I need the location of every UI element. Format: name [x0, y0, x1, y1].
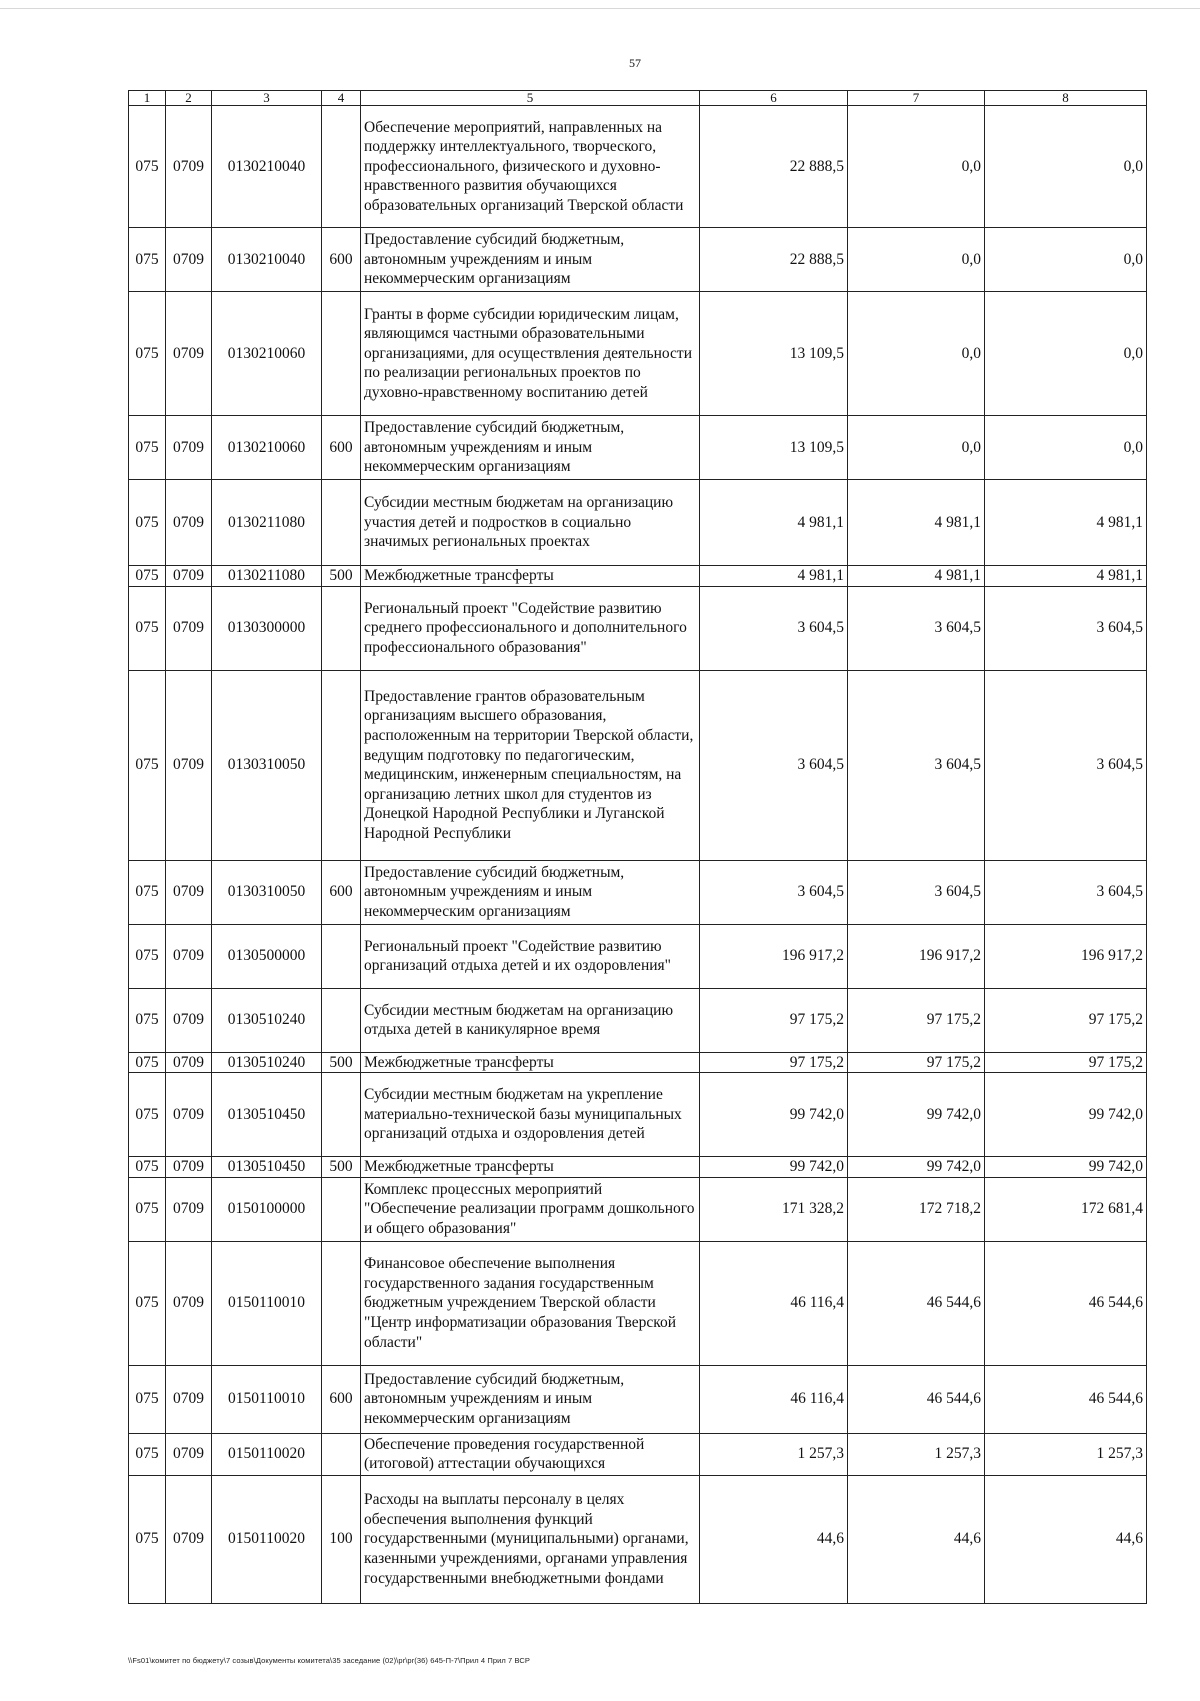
table-row: [129, 480, 1147, 566]
cell-target-article: 0130210040: [212, 106, 322, 228]
cell-amount-2: 0,0: [848, 228, 985, 292]
scan-edge-line: [0, 8, 1200, 9]
cell-expense-type: 600: [322, 860, 361, 924]
cell-name: Межбюджетные трансферты: [361, 1052, 700, 1073]
cell-expense-type: [322, 586, 361, 670]
cell-section-code: 0709: [166, 1073, 212, 1157]
cell-section-code: 0709: [166, 416, 212, 480]
cell-amount-3: 196 917,2: [985, 924, 1147, 988]
cell-target-article: 0130510240: [212, 1052, 322, 1073]
cell-name: Расходы на выплаты персоналу в целях обеспечения выполнения функций государственными (муниципальными) органами, казенными учреждениями, органами управления государственными внебюджетными фондами: [361, 1475, 700, 1603]
cell-amount-3: 3 604,5: [985, 860, 1147, 924]
cell-amount-1: 3 604,5: [700, 670, 848, 860]
cell-name: Предоставление субсидий бюджетным, автономным учреждениям и иным некоммерческим организациям: [361, 416, 700, 480]
page-number: 57: [629, 56, 641, 70]
cell-expense-type: 100: [322, 1475, 361, 1603]
cell-amount-1: 46 116,4: [700, 1365, 848, 1433]
table-row: [129, 228, 1147, 292]
cell-amount-1: 97 175,2: [700, 1052, 848, 1073]
table-row: [129, 1052, 1147, 1073]
table-row: [129, 670, 1147, 860]
header-cell-7: 7: [848, 91, 985, 106]
cell-amount-3: 97 175,2: [985, 1052, 1147, 1073]
cell-admin-code: 075: [129, 416, 166, 480]
cell-amount-3: 97 175,2: [985, 988, 1147, 1052]
cell-name: Субсидии местным бюджетам на организацию отдыха детей в каникулярное время: [361, 988, 700, 1052]
cell-amount-2: 46 544,6: [848, 1365, 985, 1433]
cell-expense-type: [322, 670, 361, 860]
cell-amount-1: 171 328,2: [700, 1177, 848, 1241]
table-row: [129, 106, 1147, 228]
cell-expense-type: [322, 292, 361, 416]
cell-admin-code: 075: [129, 1433, 166, 1475]
header-cell-2: 2: [166, 91, 212, 106]
cell-target-article: 0130211080: [212, 480, 322, 566]
cell-admin-code: 075: [129, 480, 166, 566]
table-row: [129, 1365, 1147, 1433]
cell-amount-1: 196 917,2: [700, 924, 848, 988]
header-cell-4: 4: [322, 91, 361, 106]
cell-amount-2: 172 718,2: [848, 1177, 985, 1241]
cell-amount-1: 1 257,3: [700, 1433, 848, 1475]
cell-amount-1: 4 981,1: [700, 566, 848, 587]
table-row: [129, 988, 1147, 1052]
cell-section-code: 0709: [166, 586, 212, 670]
cell-amount-1: 46 116,4: [700, 1241, 848, 1365]
cell-admin-code: 075: [129, 566, 166, 587]
header-cell-6: 6: [700, 91, 848, 106]
cell-target-article: 0130210060: [212, 416, 322, 480]
cell-expense-type: [322, 1177, 361, 1241]
cell-section-code: 0709: [166, 1475, 212, 1603]
budget-table: [128, 90, 1147, 1604]
cell-amount-1: 44,6: [700, 1475, 848, 1603]
cell-amount-2: 0,0: [848, 106, 985, 228]
cell-name: Предоставление субсидий бюджетным, автономным учреждениям и иным некоммерческим организациям: [361, 228, 700, 292]
cell-name: Субсидии местным бюджетам на организацию участия детей и подростков в социально значимых региональных проектах: [361, 480, 700, 566]
cell-amount-1: 3 604,5: [700, 586, 848, 670]
cell-name: Региональный проект "Содействие развитию организаций отдыха детей и их оздоровления": [361, 924, 700, 988]
cell-target-article: 0130510450: [212, 1157, 322, 1178]
cell-name: Финансовое обеспечение выполнения государственного задания государственным бюджетным учреждением Тверской области "Центр информатизации образования Тверской области": [361, 1241, 700, 1365]
cell-amount-3: 0,0: [985, 228, 1147, 292]
cell-admin-code: 075: [129, 670, 166, 860]
cell-amount-2: 3 604,5: [848, 670, 985, 860]
cell-amount-3: 44,6: [985, 1475, 1147, 1603]
cell-amount-3: 46 544,6: [985, 1365, 1147, 1433]
cell-name: Предоставление субсидий бюджетным, автономным учреждениям и иным некоммерческим организациям: [361, 860, 700, 924]
cell-amount-3: 0,0: [985, 106, 1147, 228]
cell-section-code: 0709: [166, 1433, 212, 1475]
cell-amount-1: 3 604,5: [700, 860, 848, 924]
cell-amount-2: 97 175,2: [848, 988, 985, 1052]
cell-amount-3: 99 742,0: [985, 1157, 1147, 1178]
cell-admin-code: 075: [129, 1365, 166, 1433]
cell-section-code: 0709: [166, 670, 212, 860]
cell-admin-code: 075: [129, 1241, 166, 1365]
cell-amount-3: 99 742,0: [985, 1073, 1147, 1157]
table-row: [129, 566, 1147, 587]
table-header-row: [129, 91, 1147, 106]
cell-admin-code: 075: [129, 988, 166, 1052]
cell-amount-3: 4 981,1: [985, 480, 1147, 566]
cell-name: Межбюджетные трансферты: [361, 566, 700, 587]
cell-target-article: 0130210060: [212, 292, 322, 416]
cell-amount-2: 0,0: [848, 292, 985, 416]
cell-admin-code: 075: [129, 1052, 166, 1073]
cell-admin-code: 075: [129, 1177, 166, 1241]
cell-amount-3: 172 681,4: [985, 1177, 1147, 1241]
cell-amount-3: 1 257,3: [985, 1433, 1147, 1475]
cell-name: Предоставление грантов образовательным организациям высшего образования, расположенным на территории Тверской области, ведущим подготовку по педагогическим, медицинским, инженерным специальностям, на организацию летних школ для студентов из Донецкой Народной Республики и Луганской Народной Республики: [361, 670, 700, 860]
cell-amount-2: 3 604,5: [848, 586, 985, 670]
table-row: [129, 1241, 1147, 1365]
cell-amount-3: 4 981,1: [985, 566, 1147, 587]
cell-amount-2: 46 544,6: [848, 1241, 985, 1365]
cell-expense-type: 600: [322, 416, 361, 480]
cell-name: Межбюджетные трансферты: [361, 1157, 700, 1178]
cell-section-code: 0709: [166, 228, 212, 292]
cell-amount-2: 99 742,0: [848, 1157, 985, 1178]
cell-amount-1: 99 742,0: [700, 1157, 848, 1178]
cell-admin-code: 075: [129, 586, 166, 670]
cell-admin-code: 075: [129, 1475, 166, 1603]
cell-expense-type: 600: [322, 1365, 361, 1433]
cell-amount-1: 4 981,1: [700, 480, 848, 566]
cell-amount-2: 4 981,1: [848, 480, 985, 566]
cell-admin-code: 075: [129, 106, 166, 228]
cell-expense-type: 500: [322, 1052, 361, 1073]
cell-amount-3: 0,0: [985, 292, 1147, 416]
cell-target-article: 0150110010: [212, 1241, 322, 1365]
cell-admin-code: 075: [129, 1157, 166, 1178]
cell-section-code: 0709: [166, 1177, 212, 1241]
cell-amount-1: 97 175,2: [700, 988, 848, 1052]
cell-expense-type: [322, 1433, 361, 1475]
cell-name: Обеспечение проведения государственной (итоговой) аттестации обучающихся: [361, 1433, 700, 1475]
cell-admin-code: 075: [129, 292, 166, 416]
table-row: [129, 292, 1147, 416]
cell-target-article: 0150110020: [212, 1433, 322, 1475]
cell-target-article: 0130500000: [212, 924, 322, 988]
cell-amount-2: 44,6: [848, 1475, 985, 1603]
cell-admin-code: 075: [129, 924, 166, 988]
cell-name: Субсидии местным бюджетам на укрепление материально-технической базы муниципальных организаций отдыха и оздоровления детей: [361, 1073, 700, 1157]
cell-target-article: 0130310050: [212, 670, 322, 860]
cell-name: Обеспечение мероприятий, направленных на поддержку интеллектуального, творческого, профессионального, физического и духовно-нравственного развития обучающихся образовательных организаций Тверской области: [361, 106, 700, 228]
table-row: [129, 924, 1147, 988]
cell-section-code: 0709: [166, 1157, 212, 1178]
cell-section-code: 0709: [166, 988, 212, 1052]
cell-section-code: 0709: [166, 924, 212, 988]
header-cell-8: 8: [985, 91, 1147, 106]
cell-section-code: 0709: [166, 566, 212, 587]
cell-expense-type: [322, 988, 361, 1052]
cell-amount-2: 97 175,2: [848, 1052, 985, 1073]
cell-admin-code: 075: [129, 860, 166, 924]
cell-expense-type: 500: [322, 566, 361, 587]
cell-target-article: 0130310050: [212, 860, 322, 924]
cell-amount-3: 46 544,6: [985, 1241, 1147, 1365]
cell-amount-2: 1 257,3: [848, 1433, 985, 1475]
cell-expense-type: [322, 480, 361, 566]
cell-amount-2: 3 604,5: [848, 860, 985, 924]
cell-name: Комплекс процессных мероприятий "Обеспечение реализации программ дошкольного и общего образования": [361, 1177, 700, 1241]
cell-amount-1: 13 109,5: [700, 416, 848, 480]
cell-section-code: 0709: [166, 292, 212, 416]
cell-name: Региональный проект "Содействие развитию среднего профессионального и дополнительного профессионального образования": [361, 586, 700, 670]
cell-target-article: 0150110020: [212, 1475, 322, 1603]
cell-expense-type: [322, 1241, 361, 1365]
header-cell-1: 1: [129, 91, 166, 106]
table-row: [129, 860, 1147, 924]
header-cell-3: 3: [212, 91, 322, 106]
cell-section-code: 0709: [166, 1365, 212, 1433]
cell-amount-3: 0,0: [985, 416, 1147, 480]
cell-amount-2: 4 981,1: [848, 566, 985, 587]
cell-amount-1: 13 109,5: [700, 292, 848, 416]
table-row: [129, 586, 1147, 670]
cell-amount-1: 22 888,5: [700, 228, 848, 292]
header-cell-5: 5: [361, 91, 700, 106]
table-row: [129, 416, 1147, 480]
cell-amount-3: 3 604,5: [985, 670, 1147, 860]
cell-section-code: 0709: [166, 860, 212, 924]
cell-target-article: 0130510240: [212, 988, 322, 1052]
cell-amount-1: 99 742,0: [700, 1073, 848, 1157]
table-row: [129, 1157, 1147, 1178]
table-row: [129, 1475, 1147, 1603]
cell-name: Предоставление субсидий бюджетным, автономным учреждениям и иным некоммерческим организациям: [361, 1365, 700, 1433]
cell-expense-type: [322, 106, 361, 228]
cell-target-article: 0150110010: [212, 1365, 322, 1433]
cell-amount-2: 196 917,2: [848, 924, 985, 988]
cell-name: Гранты в форме субсидии юридическим лицам, являющимся частными образовательными организациями, для осуществления деятельности по реализации региональных проектов по духовно-нравственному воспитанию детей: [361, 292, 700, 416]
cell-target-article: 0150100000: [212, 1177, 322, 1241]
cell-admin-code: 075: [129, 1073, 166, 1157]
cell-section-code: 0709: [166, 106, 212, 228]
cell-section-code: 0709: [166, 480, 212, 566]
table-row: [129, 1433, 1147, 1475]
cell-target-article: 0130210040: [212, 228, 322, 292]
table-row: [129, 1073, 1147, 1157]
cell-section-code: 0709: [166, 1241, 212, 1365]
cell-amount-2: 0,0: [848, 416, 985, 480]
cell-admin-code: 075: [129, 228, 166, 292]
cell-target-article: 0130211080: [212, 566, 322, 587]
cell-amount-1: 22 888,5: [700, 106, 848, 228]
cell-expense-type: 500: [322, 1157, 361, 1178]
cell-amount-2: 99 742,0: [848, 1073, 985, 1157]
cell-expense-type: [322, 924, 361, 988]
cell-target-article: 0130510450: [212, 1073, 322, 1157]
table-row: [129, 1177, 1147, 1241]
document-file-path: \\Fs01\комитет по бюджету\7 созыв\Документы комитета\35 заседание (02)\pr\pr(36) 645-П-7\Прил 4 Прил 7 ВСР: [128, 1656, 530, 1665]
cell-expense-type: [322, 1073, 361, 1157]
cell-section-code: 0709: [166, 1052, 212, 1073]
cell-amount-3: 3 604,5: [985, 586, 1147, 670]
cell-expense-type: 600: [322, 228, 361, 292]
cell-target-article: 0130300000: [212, 586, 322, 670]
